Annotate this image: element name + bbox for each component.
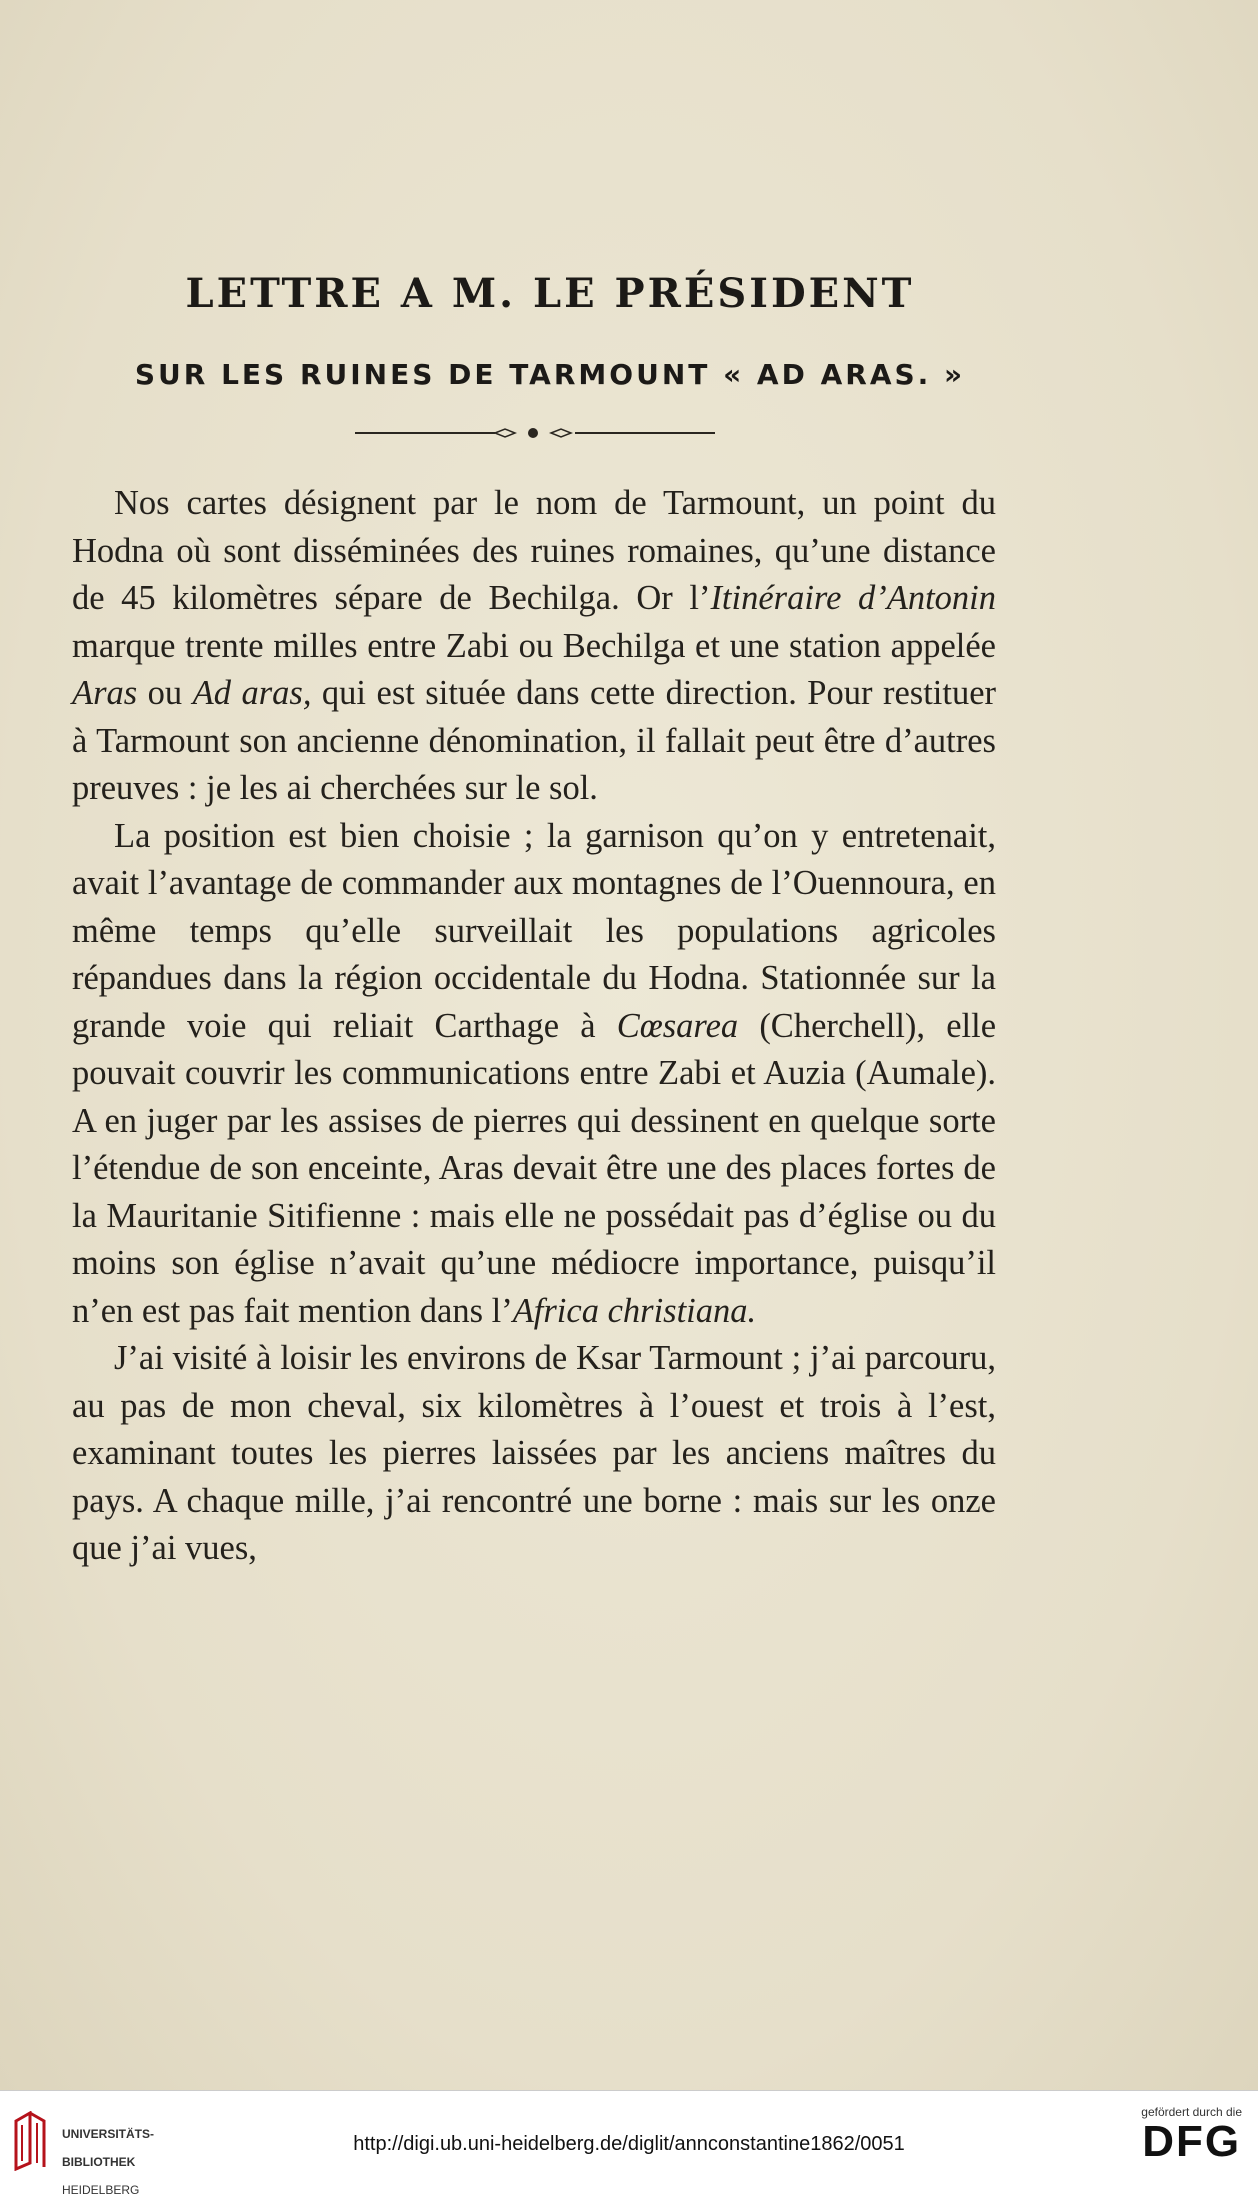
- library-name: UNIVERSITÄTS- BIBLIOTHEK HEIDELBERG: [62, 2127, 155, 2197]
- page-title: LETTRE A M. LE PRÉSIDENT: [185, 270, 915, 317]
- body-text: [72, 480, 996, 1573]
- paragraph: J’ai visité à loisir les environs de Ksar Tarmount ; j’ai parcouru, au pas de mon cheval, six kilomètres à l’ouest et trois à l’est, examinant toutes les pierres laissées par les anciens maîtres du pays. A chaque mille, j’ai rencontré une borne : mais sur les onze que j’ai vues,: [72, 1339, 996, 1567]
- paragraph: La position est bien choisie ; la garnison qu’on y entretenait, avait l’avantage de commander aux montagnes de l’Ouennoura, en même temps qu’elle surveillait les populations agricoles répandues dans la région occidentale du Hodna. Stationnée sur la grande voie qui reliait Carthage à Cœsarea (Cherchell), elle pouvait couvrir les communications entre Zabi et Auzia (Aumale). A en juger par les assises de pierres qui dessinent en quelque sorte l’étendue de son enceinte, Aras devait être une des places fortes de la Mauritanie Sitifienne : mais elle ne possédait pas d’église ou du moins son église n’avait qu’une médiocre importance, puisqu’il n’en est pas fait mention dans l’Africa christiana.: [72, 816, 997, 1330]
- paragraph: Nos cartes désignent par le nom de Tarmount, un point du Hodna où sont disséminées des ruines romaines, qu’une distance de 45 kilomètres sépare de Bechilga. Or l’Itinéraire d’Antonin marque trente milles entre Zabi ou Bechilga et une station appelée Aras ou Ad aras, qui est située dans cette direction. Pour restituer à Tarmount son ancienne dénomination, il fallait peut être d’autres preuves : je les ai cherchées sur le sol.: [72, 484, 997, 807]
- dfg-logo: DFG: [1142, 2117, 1242, 2166]
- page-subtitle: SUR LES RUINES DE TARMOUNT « AD ARAS. »: [134, 358, 966, 391]
- ornament-divider: [355, 426, 715, 440]
- viewer-footer: [0, 2090, 1258, 2197]
- sponsor-block: [1141, 2105, 1242, 2165]
- sponsor-caption: gefördert durch die: [1141, 2105, 1242, 2119]
- permalink-url[interactable]: http://digi.ub.uni-heidelberg.de/diglit/annconstantine1862/0051: [353, 2133, 905, 2155]
